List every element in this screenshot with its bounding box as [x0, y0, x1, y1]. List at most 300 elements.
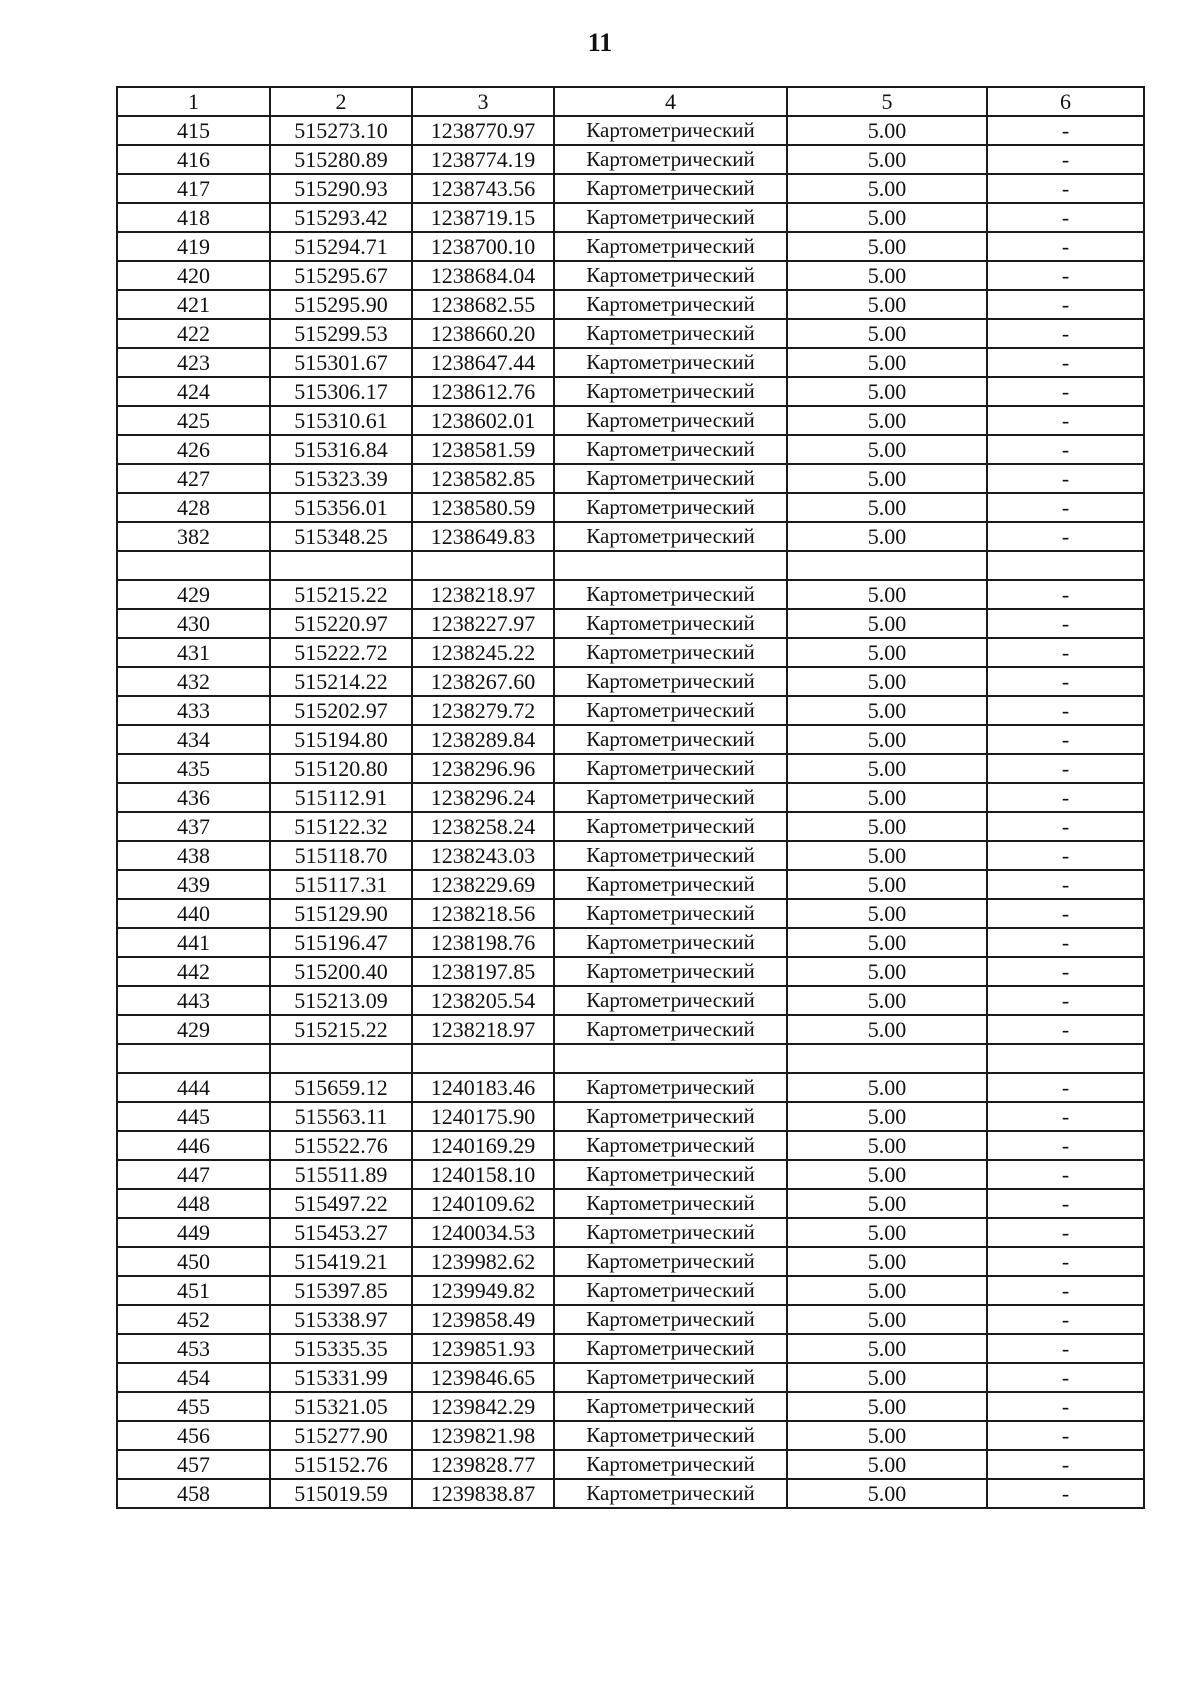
x-coordinate-cell	[270, 1044, 412, 1073]
accuracy-cell: 5.00	[787, 812, 987, 841]
point-number-cell: 429	[117, 580, 270, 609]
note-cell: -	[987, 1015, 1144, 1044]
column-header: 6	[987, 87, 1144, 116]
x-coordinate-cell: 515497.22	[270, 1189, 412, 1218]
accuracy-cell: 5.00	[787, 261, 987, 290]
note-cell: -	[987, 1421, 1144, 1450]
method-cell: Картометрический	[554, 145, 787, 174]
table-row	[117, 928, 1144, 957]
point-number-cell: 427	[117, 464, 270, 493]
accuracy-cell: 5.00	[787, 725, 987, 754]
column-header: 4	[554, 87, 787, 116]
method-cell	[554, 551, 787, 580]
method-cell: Картометрический	[554, 638, 787, 667]
note-cell: -	[987, 1247, 1144, 1276]
point-number-cell: 417	[117, 174, 270, 203]
table-row	[117, 464, 1144, 493]
x-coordinate-cell: 515214.22	[270, 667, 412, 696]
point-number-cell: 429	[117, 1015, 270, 1044]
y-coordinate-cell: 1238682.55	[412, 290, 554, 319]
y-coordinate-cell: 1239982.62	[412, 1247, 554, 1276]
table-row	[117, 667, 1144, 696]
accuracy-cell: 5.00	[787, 986, 987, 1015]
x-coordinate-cell: 515196.47	[270, 928, 412, 957]
table-row	[117, 348, 1144, 377]
table-row	[117, 957, 1144, 986]
point-number-cell: 425	[117, 406, 270, 435]
y-coordinate-cell: 1238581.59	[412, 435, 554, 464]
accuracy-cell: 5.00	[787, 1160, 987, 1189]
point-number-cell	[117, 1044, 270, 1073]
x-coordinate-cell: 515129.90	[270, 899, 412, 928]
table-row	[117, 754, 1144, 783]
accuracy-cell: 5.00	[787, 1102, 987, 1131]
accuracy-cell: 5.00	[787, 319, 987, 348]
x-coordinate-cell: 515152.76	[270, 1450, 412, 1479]
method-cell: Картометрический	[554, 667, 787, 696]
x-coordinate-cell: 515215.22	[270, 1015, 412, 1044]
x-coordinate-cell: 515117.31	[270, 870, 412, 899]
method-cell: Картометрический	[554, 696, 787, 725]
table-row	[117, 638, 1144, 667]
table-row	[117, 841, 1144, 870]
note-cell: -	[987, 1305, 1144, 1334]
x-coordinate-cell: 515213.09	[270, 986, 412, 1015]
table-row	[117, 1102, 1144, 1131]
table-row	[117, 1479, 1144, 1508]
accuracy-cell: 5.00	[787, 870, 987, 899]
accuracy-cell: 5.00	[787, 1073, 987, 1102]
y-coordinate-cell: 1238267.60	[412, 667, 554, 696]
note-cell: -	[987, 522, 1144, 551]
method-cell: Картометрический	[554, 1479, 787, 1508]
note-cell: -	[987, 1189, 1144, 1218]
method-cell: Картометрический	[554, 1392, 787, 1421]
table-body	[117, 116, 1144, 1508]
method-cell: Картометрический	[554, 464, 787, 493]
accuracy-cell: 5.00	[787, 435, 987, 464]
accuracy-cell: 5.00	[787, 1479, 987, 1508]
table-row	[117, 1305, 1144, 1334]
note-cell	[987, 551, 1144, 580]
column-header: 2	[270, 87, 412, 116]
x-coordinate-cell: 515299.53	[270, 319, 412, 348]
table-row	[117, 1073, 1144, 1102]
y-coordinate-cell: 1238296.96	[412, 754, 554, 783]
y-coordinate-cell: 1239846.65	[412, 1363, 554, 1392]
table-row	[117, 899, 1144, 928]
table-row	[117, 1189, 1144, 1218]
note-cell: -	[987, 812, 1144, 841]
note-cell: -	[987, 1131, 1144, 1160]
x-coordinate-cell: 515194.80	[270, 725, 412, 754]
method-cell: Картометрический	[554, 1334, 787, 1363]
point-number-cell: 437	[117, 812, 270, 841]
x-coordinate-cell: 515215.22	[270, 580, 412, 609]
method-cell: Картометрический	[554, 406, 787, 435]
method-cell: Картометрический	[554, 232, 787, 261]
accuracy-cell: 5.00	[787, 783, 987, 812]
column-header: 1	[117, 87, 270, 116]
x-coordinate-cell: 515335.35	[270, 1334, 412, 1363]
table-row	[117, 1421, 1144, 1450]
y-coordinate-cell: 1239949.82	[412, 1276, 554, 1305]
method-cell: Картометрический	[554, 377, 787, 406]
point-number-cell: 440	[117, 899, 270, 928]
x-coordinate-cell: 515323.39	[270, 464, 412, 493]
note-cell: -	[987, 580, 1144, 609]
y-coordinate-cell: 1238218.97	[412, 580, 554, 609]
x-coordinate-cell: 515453.27	[270, 1218, 412, 1247]
point-number-cell: 415	[117, 116, 270, 145]
table-row	[117, 725, 1144, 754]
y-coordinate-cell: 1238218.56	[412, 899, 554, 928]
note-cell: -	[987, 1363, 1144, 1392]
note-cell: -	[987, 1073, 1144, 1102]
table-row	[117, 232, 1144, 261]
note-cell: -	[987, 783, 1144, 812]
x-coordinate-cell: 515200.40	[270, 957, 412, 986]
y-coordinate-cell: 1240158.10	[412, 1160, 554, 1189]
note-cell: -	[987, 986, 1144, 1015]
y-coordinate-cell: 1238205.54	[412, 986, 554, 1015]
y-coordinate-cell: 1238582.85	[412, 464, 554, 493]
method-cell: Картометрический	[554, 261, 787, 290]
note-cell	[987, 1044, 1144, 1073]
coordinates-table	[116, 86, 1145, 1509]
table-row	[117, 435, 1144, 464]
note-cell: -	[987, 232, 1144, 261]
y-coordinate-cell: 1238218.97	[412, 1015, 554, 1044]
accuracy-cell: 5.00	[787, 1247, 987, 1276]
point-number-cell: 422	[117, 319, 270, 348]
table-row	[117, 696, 1144, 725]
y-coordinate-cell	[412, 1044, 554, 1073]
point-number-cell: 447	[117, 1160, 270, 1189]
x-coordinate-cell: 515019.59	[270, 1479, 412, 1508]
point-number-cell: 446	[117, 1131, 270, 1160]
x-coordinate-cell: 515331.99	[270, 1363, 412, 1392]
accuracy-cell: 5.00	[787, 1392, 987, 1421]
accuracy-cell: 5.00	[787, 464, 987, 493]
column-header: 3	[412, 87, 554, 116]
accuracy-cell: 5.00	[787, 1334, 987, 1363]
y-coordinate-cell: 1239851.93	[412, 1334, 554, 1363]
accuracy-cell: 5.00	[787, 1421, 987, 1450]
accuracy-cell: 5.00	[787, 406, 987, 435]
note-cell: -	[987, 667, 1144, 696]
x-coordinate-cell: 515321.05	[270, 1392, 412, 1421]
table-row	[117, 1015, 1144, 1044]
accuracy-cell: 5.00	[787, 174, 987, 203]
table-row	[117, 116, 1144, 145]
y-coordinate-cell: 1238743.56	[412, 174, 554, 203]
note-cell: -	[987, 1218, 1144, 1247]
method-cell: Картометрический	[554, 1363, 787, 1392]
method-cell: Картометрический	[554, 116, 787, 145]
accuracy-cell: 5.00	[787, 609, 987, 638]
note-cell: -	[987, 203, 1144, 232]
y-coordinate-cell: 1238700.10	[412, 232, 554, 261]
x-coordinate-cell: 515397.85	[270, 1276, 412, 1305]
accuracy-cell: 5.00	[787, 493, 987, 522]
point-number-cell: 438	[117, 841, 270, 870]
table-row	[117, 580, 1144, 609]
y-coordinate-cell: 1238647.44	[412, 348, 554, 377]
y-coordinate-cell: 1238660.20	[412, 319, 554, 348]
table-row	[117, 1276, 1144, 1305]
note-cell: -	[987, 174, 1144, 203]
point-number-cell: 449	[117, 1218, 270, 1247]
method-cell: Картометрический	[554, 725, 787, 754]
accuracy-cell: 5.00	[787, 696, 987, 725]
point-number-cell: 441	[117, 928, 270, 957]
accuracy-cell: 5.00	[787, 638, 987, 667]
y-coordinate-cell: 1240183.46	[412, 1073, 554, 1102]
method-cell: Картометрический	[554, 812, 787, 841]
y-coordinate-cell: 1238245.22	[412, 638, 554, 667]
note-cell: -	[987, 348, 1144, 377]
table-row	[117, 261, 1144, 290]
method-cell: Картометрический	[554, 1305, 787, 1334]
point-number-cell: 419	[117, 232, 270, 261]
note-cell: -	[987, 928, 1144, 957]
point-number-cell: 435	[117, 754, 270, 783]
point-number-cell: 382	[117, 522, 270, 551]
note-cell: -	[987, 261, 1144, 290]
point-number-cell: 455	[117, 1392, 270, 1421]
method-cell: Картометрический	[554, 290, 787, 319]
method-cell: Картометрический	[554, 435, 787, 464]
point-number-cell: 423	[117, 348, 270, 377]
x-coordinate-cell: 515310.61	[270, 406, 412, 435]
point-number-cell: 439	[117, 870, 270, 899]
note-cell: -	[987, 435, 1144, 464]
method-cell: Картометрический	[554, 783, 787, 812]
accuracy-cell: 5.00	[787, 841, 987, 870]
point-number-cell: 432	[117, 667, 270, 696]
accuracy-cell: 5.00	[787, 1218, 987, 1247]
accuracy-cell	[787, 1044, 987, 1073]
x-coordinate-cell: 515419.21	[270, 1247, 412, 1276]
y-coordinate-cell: 1238289.84	[412, 725, 554, 754]
point-number-cell: 448	[117, 1189, 270, 1218]
y-coordinate-cell: 1238258.24	[412, 812, 554, 841]
x-coordinate-cell: 515348.25	[270, 522, 412, 551]
note-cell: -	[987, 377, 1144, 406]
accuracy-cell: 5.00	[787, 754, 987, 783]
y-coordinate-cell: 1238719.15	[412, 203, 554, 232]
note-cell: -	[987, 754, 1144, 783]
table-row	[117, 1160, 1144, 1189]
point-number-cell: 418	[117, 203, 270, 232]
note-cell: -	[987, 957, 1144, 986]
point-number-cell: 416	[117, 145, 270, 174]
y-coordinate-cell: 1238227.97	[412, 609, 554, 638]
table-row	[117, 1363, 1144, 1392]
y-coordinate-cell: 1238649.83	[412, 522, 554, 551]
note-cell: -	[987, 609, 1144, 638]
note-cell: -	[987, 696, 1144, 725]
table-row	[117, 203, 1144, 232]
x-coordinate-cell: 515316.84	[270, 435, 412, 464]
method-cell: Картометрический	[554, 1247, 787, 1276]
y-coordinate-cell: 1240175.90	[412, 1102, 554, 1131]
point-number-cell: 453	[117, 1334, 270, 1363]
point-number-cell: 431	[117, 638, 270, 667]
point-number-cell: 451	[117, 1276, 270, 1305]
y-coordinate-cell: 1238197.85	[412, 957, 554, 986]
accuracy-cell: 5.00	[787, 1131, 987, 1160]
y-coordinate-cell: 1238580.59	[412, 493, 554, 522]
x-coordinate-cell: 515273.10	[270, 116, 412, 145]
method-cell	[554, 1044, 787, 1073]
x-coordinate-cell: 515220.97	[270, 609, 412, 638]
y-coordinate-cell: 1240034.53	[412, 1218, 554, 1247]
y-coordinate-cell: 1240169.29	[412, 1131, 554, 1160]
point-number-cell: 452	[117, 1305, 270, 1334]
x-coordinate-cell: 515280.89	[270, 145, 412, 174]
accuracy-cell: 5.00	[787, 580, 987, 609]
note-cell: -	[987, 870, 1144, 899]
point-number-cell: 445	[117, 1102, 270, 1131]
accuracy-cell: 5.00	[787, 145, 987, 174]
method-cell: Картометрический	[554, 319, 787, 348]
table-row	[117, 1247, 1144, 1276]
y-coordinate-cell: 1239821.98	[412, 1421, 554, 1450]
method-cell: Картометрический	[554, 986, 787, 1015]
method-cell: Картометрический	[554, 1421, 787, 1450]
note-cell: -	[987, 841, 1144, 870]
y-coordinate-cell: 1238774.19	[412, 145, 554, 174]
table-row	[117, 1334, 1144, 1363]
y-coordinate-cell: 1240109.62	[412, 1189, 554, 1218]
table-row	[117, 493, 1144, 522]
method-cell: Картометрический	[554, 522, 787, 551]
y-coordinate-cell: 1238602.01	[412, 406, 554, 435]
accuracy-cell: 5.00	[787, 899, 987, 928]
method-cell: Картометрический	[554, 754, 787, 783]
y-coordinate-cell: 1238612.76	[412, 377, 554, 406]
y-coordinate-cell: 1239838.87	[412, 1479, 554, 1508]
point-number-cell: 436	[117, 783, 270, 812]
table-header-row	[117, 87, 1144, 116]
point-number-cell: 444	[117, 1073, 270, 1102]
y-coordinate-cell: 1239842.29	[412, 1392, 554, 1421]
x-coordinate-cell: 515659.12	[270, 1073, 412, 1102]
point-number-cell: 442	[117, 957, 270, 986]
x-coordinate-cell: 515522.76	[270, 1131, 412, 1160]
method-cell: Картометрический	[554, 203, 787, 232]
y-coordinate-cell: 1239858.49	[412, 1305, 554, 1334]
x-coordinate-cell: 515295.90	[270, 290, 412, 319]
table-row	[117, 1392, 1144, 1421]
x-coordinate-cell: 515294.71	[270, 232, 412, 261]
note-cell: -	[987, 1392, 1144, 1421]
accuracy-cell: 5.00	[787, 116, 987, 145]
method-cell: Картометрический	[554, 928, 787, 957]
point-number-cell: 458	[117, 1479, 270, 1508]
x-coordinate-cell: 515118.70	[270, 841, 412, 870]
page-number: 11	[587, 28, 613, 57]
method-cell: Картометрический	[554, 841, 787, 870]
table-row	[117, 145, 1144, 174]
x-coordinate-cell: 515293.42	[270, 203, 412, 232]
accuracy-cell: 5.00	[787, 1363, 987, 1392]
method-cell: Картометрический	[554, 870, 787, 899]
accuracy-cell: 5.00	[787, 928, 987, 957]
column-header: 5	[787, 87, 987, 116]
method-cell: Картометрический	[554, 493, 787, 522]
accuracy-cell: 5.00	[787, 1189, 987, 1218]
note-cell: -	[987, 493, 1144, 522]
point-number-cell: 433	[117, 696, 270, 725]
method-cell: Картометрический	[554, 348, 787, 377]
point-number-cell: 420	[117, 261, 270, 290]
method-cell: Картометрический	[554, 1015, 787, 1044]
method-cell: Картометрический	[554, 580, 787, 609]
note-cell: -	[987, 1479, 1144, 1508]
point-number-cell: 430	[117, 609, 270, 638]
table-row	[117, 812, 1144, 841]
method-cell: Картометрический	[554, 609, 787, 638]
table-row	[117, 406, 1144, 435]
x-coordinate-cell: 515306.17	[270, 377, 412, 406]
y-coordinate-cell: 1238198.76	[412, 928, 554, 957]
method-cell: Картометрический	[554, 1189, 787, 1218]
accuracy-cell: 5.00	[787, 1015, 987, 1044]
x-coordinate-cell: 515120.80	[270, 754, 412, 783]
point-number-cell: 454	[117, 1363, 270, 1392]
table-row	[117, 1218, 1144, 1247]
point-number-cell: 450	[117, 1247, 270, 1276]
accuracy-cell: 5.00	[787, 348, 987, 377]
accuracy-cell: 5.00	[787, 232, 987, 261]
method-cell: Картометрический	[554, 1073, 787, 1102]
x-coordinate-cell: 515122.32	[270, 812, 412, 841]
y-coordinate-cell: 1239828.77	[412, 1450, 554, 1479]
method-cell: Картометрический	[554, 1450, 787, 1479]
method-cell: Картометрический	[554, 1276, 787, 1305]
note-cell: -	[987, 145, 1144, 174]
x-coordinate-cell: 515563.11	[270, 1102, 412, 1131]
table-row	[117, 290, 1144, 319]
note-cell: -	[987, 638, 1144, 667]
y-coordinate-cell: 1238279.72	[412, 696, 554, 725]
point-number-cell: 424	[117, 377, 270, 406]
y-coordinate-cell: 1238684.04	[412, 261, 554, 290]
accuracy-cell: 5.00	[787, 667, 987, 696]
note-cell: -	[987, 319, 1144, 348]
point-number-cell: 456	[117, 1421, 270, 1450]
point-number-cell: 421	[117, 290, 270, 319]
x-coordinate-cell: 515290.93	[270, 174, 412, 203]
accuracy-cell	[787, 551, 987, 580]
point-number-cell: 443	[117, 986, 270, 1015]
note-cell: -	[987, 1160, 1144, 1189]
x-coordinate-cell: 515301.67	[270, 348, 412, 377]
accuracy-cell: 5.00	[787, 290, 987, 319]
note-cell: -	[987, 1450, 1144, 1479]
method-cell: Картометрический	[554, 1131, 787, 1160]
accuracy-cell: 5.00	[787, 522, 987, 551]
note-cell: -	[987, 290, 1144, 319]
x-coordinate-cell: 515112.91	[270, 783, 412, 812]
table-row	[117, 319, 1144, 348]
x-coordinate-cell: 515202.97	[270, 696, 412, 725]
note-cell: -	[987, 1334, 1144, 1363]
note-cell: -	[987, 464, 1144, 493]
